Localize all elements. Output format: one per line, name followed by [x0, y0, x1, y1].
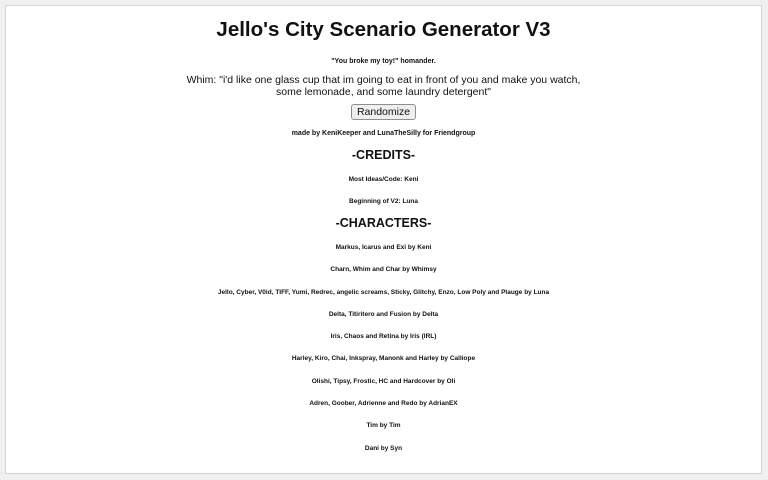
credits-heading: -CREDITS- — [351, 148, 416, 162]
character-credit-line: Iris, Chaos and Retina by Iris (IRL) — [330, 333, 437, 341]
credit-line: Most Ideas/Code: Keni — [348, 176, 419, 183]
characters-heading: -CHARACTERS- — [335, 216, 432, 230]
character-credit-line: Tim by Tim — [366, 422, 401, 430]
scenario-text: Whim: "i'd like one glass cup that im going to eat in front of you and make you watch, some lemonade, and some laundry detergent" — [186, 74, 581, 98]
character-credit-line: Jello, Cyber, V0id, TIFF, Yumi, Redrec, angelic screams, Sticky, Glitchy, Enzo, Low Poly and Plauge by Luna — [217, 288, 550, 296]
made-by-text: made by KeniKeeper and LunaTheSilly for Friendgroup — [291, 130, 476, 137]
button-row — [6, 102, 761, 120]
character-credit-line: Charn, Whim and Char by Whimsy — [330, 266, 437, 274]
characters-list — [6, 244, 761, 453]
randomize-button[interactable]: Randomize — [351, 104, 416, 120]
character-credit-line: Delta, Titiritero and Fusion by Delta — [328, 310, 439, 318]
character-credit-line: Markus, Icarus and Exi by Keni — [335, 244, 432, 251]
credit-line: Beginning of V2: Luna — [349, 198, 418, 205]
page-body — [5, 5, 762, 474]
character-credit-line: Olishi, Tipsy, Frostic, HC and Hardcover by Oli — [311, 377, 456, 385]
page-title: Jello's City Scenario Generator V3 — [216, 18, 551, 41]
character-credit-line: Adren, Goober, Adrienne and Redo by AdrianEX — [309, 400, 458, 408]
character-credit-line: Harley, Kiro, Chai, Inkspray, Manonk and Harley by Calliope — [291, 355, 476, 363]
character-credit-line: Dani by Syn — [364, 444, 403, 452]
quote-text: "You broke my toy!" homander. — [331, 58, 436, 65]
